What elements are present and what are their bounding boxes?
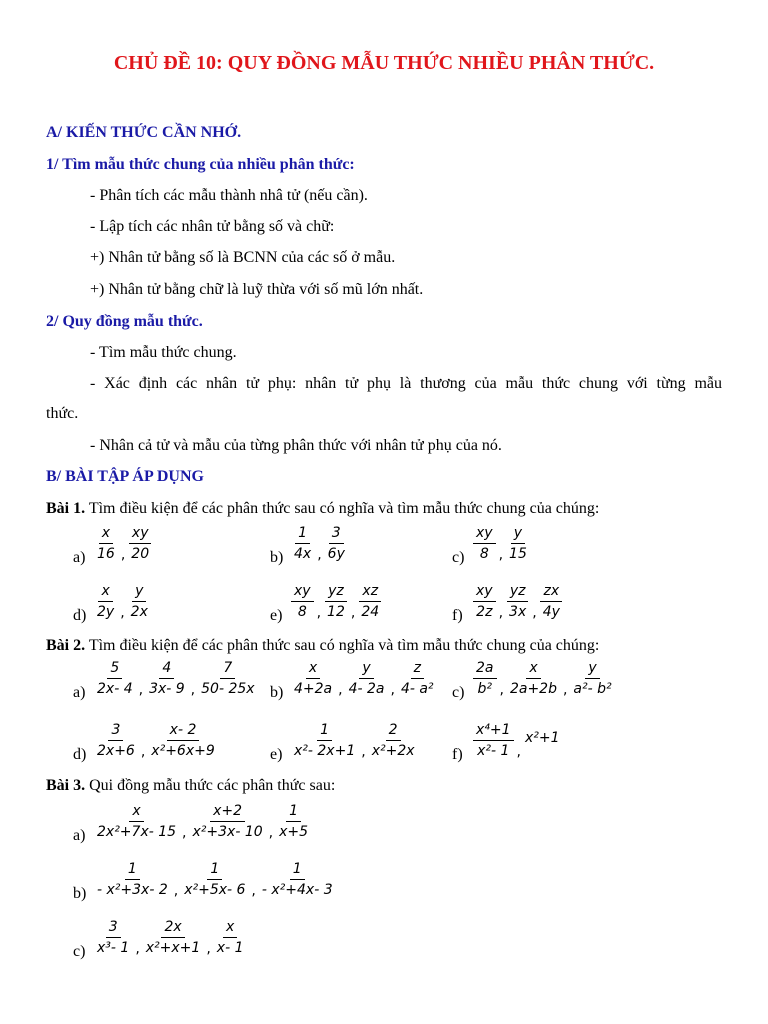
fraction bbox=[325, 524, 348, 563]
separator: , bbox=[361, 743, 366, 760]
fraction-numerator: 2a bbox=[473, 659, 497, 679]
fraction-numerator: 5 bbox=[107, 659, 122, 679]
fraction-denominator: x²+5x- 6 bbox=[184, 882, 246, 898]
fraction bbox=[473, 659, 497, 698]
fraction bbox=[94, 582, 117, 621]
fraction-expression bbox=[290, 659, 438, 698]
exercise-3-text: Qui đồng mẫu thức các phân thức sau: bbox=[85, 777, 336, 794]
separator: , bbox=[140, 743, 146, 760]
fraction-denominator: x+5 bbox=[279, 824, 309, 840]
fraction-numerator: xy bbox=[473, 582, 496, 602]
fraction bbox=[94, 721, 138, 760]
separator: , bbox=[350, 604, 356, 621]
fraction bbox=[94, 918, 132, 957]
fraction-denominator: 4- 2a bbox=[348, 681, 385, 697]
fraction bbox=[291, 659, 335, 698]
separator: , bbox=[268, 824, 274, 841]
fraction-denominator: x²- 1 bbox=[477, 743, 510, 759]
item-label: f) bbox=[452, 746, 463, 763]
fraction-expression bbox=[93, 918, 247, 957]
fraction-numerator: 3 bbox=[329, 524, 344, 544]
text-line: +) Nhân tử bằng chữ là luỹ thừa với số mũ lớn nhất. bbox=[90, 281, 424, 298]
fraction bbox=[214, 918, 247, 957]
section-a-heading: A/ KIẾN THỨC CẦN NHỚ. bbox=[46, 124, 242, 141]
fraction-denominator: 2z bbox=[476, 604, 493, 620]
fraction-denominator: 8 bbox=[297, 604, 307, 620]
separator: , bbox=[138, 681, 144, 698]
fraction-numerator: y bbox=[359, 659, 373, 679]
text-line: - Lập tích các nhân tử bằng số và chữ: bbox=[90, 218, 335, 235]
fraction-denominator: 16 bbox=[97, 546, 115, 562]
fraction bbox=[94, 860, 171, 899]
fraction bbox=[94, 659, 136, 698]
item-label: a) bbox=[73, 827, 86, 844]
fraction-numerator: x bbox=[98, 582, 112, 602]
fraction-denominator: 20 bbox=[131, 546, 150, 562]
separator: , bbox=[498, 604, 504, 621]
fraction-expression bbox=[290, 582, 383, 621]
fraction bbox=[94, 802, 179, 841]
fraction-denominator: 2x²+7x- 15 bbox=[97, 824, 177, 840]
fraction-numerator: 3 bbox=[108, 721, 123, 741]
fraction bbox=[540, 582, 563, 621]
trailing-expression: x²+1 bbox=[525, 729, 560, 746]
fraction bbox=[94, 524, 118, 563]
fraction-denominator: 4y bbox=[542, 604, 560, 620]
separator: , bbox=[498, 546, 504, 563]
fraction-denominator: x³- 1 bbox=[97, 940, 130, 956]
fraction-numerator: xz bbox=[359, 582, 381, 602]
text-line: - Phân tích các mẫu thành nhâ tử (nếu cần). bbox=[90, 187, 368, 204]
fraction bbox=[181, 860, 248, 899]
fraction-expression bbox=[93, 721, 219, 760]
fraction-numerator: x bbox=[129, 802, 143, 822]
fraction-numerator: xy bbox=[291, 582, 314, 602]
fraction bbox=[473, 721, 514, 760]
fraction-denominator: x²- 2x+1 bbox=[294, 743, 356, 759]
fraction-denominator: 4x bbox=[294, 546, 312, 562]
fraction-denominator: 3x bbox=[509, 604, 527, 620]
fraction-numerator: y bbox=[132, 582, 146, 602]
separator: , bbox=[390, 681, 395, 698]
separator: , bbox=[135, 940, 140, 957]
exercise-1-text: Tìm điều kiện để các phân thức sau có nghĩa và tìm mẫu thức chung của chúng: bbox=[85, 500, 600, 517]
fraction-expression bbox=[93, 659, 259, 698]
fraction bbox=[146, 659, 188, 698]
fraction-numerator: 1 bbox=[125, 860, 140, 880]
fraction-denominator: 4- a² bbox=[400, 681, 434, 697]
fraction-denominator: 24 bbox=[361, 604, 380, 620]
fraction-numerator: x+2 bbox=[210, 802, 245, 822]
fraction-numerator: x⁴+1 bbox=[473, 721, 514, 741]
fraction-numerator: yz bbox=[507, 582, 529, 602]
fraction-denominator: x²+6x+9 bbox=[151, 743, 215, 759]
fraction-expression bbox=[472, 659, 616, 698]
item-label: e) bbox=[270, 746, 283, 763]
item-label: c) bbox=[452, 684, 465, 701]
fraction bbox=[148, 721, 217, 760]
fraction-denominator: - x²+3x- 2 bbox=[97, 882, 168, 898]
separator: , bbox=[338, 681, 343, 698]
fraction-denominator: - x²+4x- 3 bbox=[261, 882, 333, 898]
fraction bbox=[324, 582, 348, 621]
item-label: e) bbox=[270, 607, 283, 624]
item-label: b) bbox=[73, 885, 87, 902]
fraction bbox=[507, 659, 560, 698]
fraction-denominator: 8 bbox=[479, 546, 489, 562]
separator: , bbox=[516, 743, 521, 760]
text-line: +) Nhân tử bằng số là BCNN của các số ở mẫu. bbox=[90, 249, 396, 266]
fraction-denominator: 2x bbox=[130, 604, 148, 620]
fraction-numerator: 7 bbox=[220, 659, 235, 679]
fraction bbox=[506, 524, 530, 563]
fraction-denominator: 6y bbox=[327, 546, 345, 562]
fraction bbox=[473, 524, 496, 563]
fraction bbox=[291, 524, 314, 563]
fraction-denominator: 2x- 4 bbox=[97, 681, 133, 697]
fraction-denominator: 4+2a bbox=[294, 681, 333, 697]
fraction-expression bbox=[93, 582, 152, 621]
fraction-denominator: x²+2x bbox=[371, 743, 415, 759]
fraction-denominator: 2a+2b bbox=[509, 681, 557, 697]
fraction-numerator: x bbox=[306, 659, 320, 679]
separator: , bbox=[317, 546, 322, 563]
fraction bbox=[128, 524, 152, 563]
separator: , bbox=[182, 824, 187, 841]
fraction bbox=[346, 659, 388, 698]
exercise-2-label: Bài 2. bbox=[46, 637, 86, 654]
fraction-numerator: yz bbox=[325, 582, 347, 602]
item-label: b) bbox=[270, 684, 284, 701]
fraction bbox=[291, 582, 314, 621]
fraction-expression bbox=[472, 524, 531, 563]
text-line: - Nhân cả tử và mẫu của từng phân thức với nhân tử phụ của nó. bbox=[90, 437, 502, 454]
fraction bbox=[358, 582, 382, 621]
fraction-denominator: 15 bbox=[509, 546, 527, 562]
fraction-expression bbox=[93, 524, 153, 563]
fraction-denominator: x²+x+1 bbox=[145, 940, 201, 956]
fraction bbox=[291, 721, 358, 760]
fraction-numerator: 2 bbox=[386, 721, 401, 741]
exercise-3-label: Bài 3. bbox=[46, 777, 86, 794]
exercise-1-label: Bài 1. bbox=[46, 500, 86, 517]
fraction bbox=[259, 860, 336, 899]
fraction bbox=[143, 918, 204, 957]
fraction-expression bbox=[290, 721, 419, 760]
fraction-numerator: 2x bbox=[161, 918, 184, 938]
exercise-1-prompt bbox=[46, 500, 599, 518]
separator: , bbox=[190, 681, 196, 698]
fraction-expression bbox=[472, 582, 564, 621]
fraction-numerator: x bbox=[223, 918, 237, 938]
fraction-numerator: zx bbox=[540, 582, 562, 602]
fraction-denominator: a²- b² bbox=[573, 681, 612, 697]
fraction-denominator: x²+3x- 10 bbox=[192, 824, 263, 840]
item-label: d) bbox=[73, 607, 87, 624]
fraction bbox=[198, 659, 257, 698]
fraction-numerator: xy bbox=[129, 524, 152, 544]
item-label: b) bbox=[270, 549, 284, 566]
separator: , bbox=[251, 882, 256, 899]
fraction bbox=[473, 582, 496, 621]
item-label: f) bbox=[452, 607, 463, 624]
fraction-numerator: 4 bbox=[159, 659, 174, 679]
fraction-numerator: y bbox=[585, 659, 599, 679]
fraction-numerator: x bbox=[526, 659, 540, 679]
separator: , bbox=[120, 546, 126, 563]
fraction bbox=[506, 582, 529, 621]
subsection-1-heading: 1/ Tìm mẫu thức chung của nhiều phân thức: bbox=[46, 156, 355, 173]
item-label: a) bbox=[73, 549, 86, 566]
fraction-numerator: z bbox=[411, 659, 424, 679]
page-title: CHỦ ĐỀ 10: QUY ĐỒNG MẪU THỨC NHIỀU PHÂN THỨC. bbox=[113, 52, 655, 74]
fraction-expression bbox=[472, 721, 560, 760]
fraction-numerator: xy bbox=[473, 524, 496, 544]
fraction-numerator: x bbox=[99, 524, 113, 544]
subsection-2-heading: 2/ Quy đồng mẫu thức. bbox=[46, 313, 203, 330]
exercise-2-prompt bbox=[46, 637, 599, 655]
separator: , bbox=[206, 940, 211, 957]
fraction-numerator: 3 bbox=[106, 918, 121, 938]
item-label: c) bbox=[73, 943, 86, 960]
separator: , bbox=[173, 882, 179, 899]
item-label: c) bbox=[452, 549, 465, 566]
fraction-denominator: b² bbox=[477, 681, 492, 697]
fraction-numerator: x- 2 bbox=[167, 721, 200, 741]
fraction-expression bbox=[93, 860, 337, 899]
exercise-3-prompt bbox=[46, 777, 335, 795]
text-line: - Tìm mẫu thức chung. bbox=[90, 344, 237, 361]
fraction-numerator: y bbox=[511, 524, 525, 544]
fraction-denominator: 3x- 9 bbox=[149, 681, 185, 697]
fraction bbox=[128, 582, 151, 621]
item-label: a) bbox=[73, 684, 86, 701]
separator: , bbox=[120, 604, 125, 621]
separator: , bbox=[532, 604, 537, 621]
fraction-denominator: 2y bbox=[97, 604, 115, 620]
fraction-denominator: x- 1 bbox=[216, 940, 244, 956]
separator: , bbox=[316, 604, 322, 621]
fraction-numerator: 1 bbox=[286, 802, 301, 822]
exercise-2-text: Tìm điều kiện để các phân thức sau có nghĩa và tìm mẫu thức chung của chúng: bbox=[85, 637, 600, 654]
fraction-numerator: 1 bbox=[317, 721, 332, 741]
fraction bbox=[570, 659, 614, 698]
fraction-denominator: 50- 25x bbox=[201, 681, 255, 697]
separator: , bbox=[562, 681, 568, 698]
fraction-denominator: 2x+6 bbox=[97, 743, 135, 759]
fraction-expression bbox=[290, 524, 349, 563]
fraction bbox=[398, 659, 437, 698]
fraction-numerator: 1 bbox=[207, 860, 222, 880]
text-line: - Xác định các nhân tử phụ: nhân tử phụ là thương của mẫu thức chung với từng mẫu bbox=[90, 375, 722, 392]
fraction bbox=[190, 802, 266, 841]
item-label: d) bbox=[73, 746, 87, 763]
section-b-heading: B/ BÀI TẬP ÁP DỤNG bbox=[46, 468, 204, 485]
fraction bbox=[276, 802, 311, 841]
fraction-numerator: 1 bbox=[290, 860, 305, 880]
fraction-denominator: 12 bbox=[327, 604, 345, 620]
fraction-numerator: 1 bbox=[295, 524, 310, 544]
text-line: thức. bbox=[46, 405, 79, 422]
separator: , bbox=[499, 681, 504, 698]
fraction-expression bbox=[93, 802, 312, 841]
fraction bbox=[369, 721, 418, 760]
